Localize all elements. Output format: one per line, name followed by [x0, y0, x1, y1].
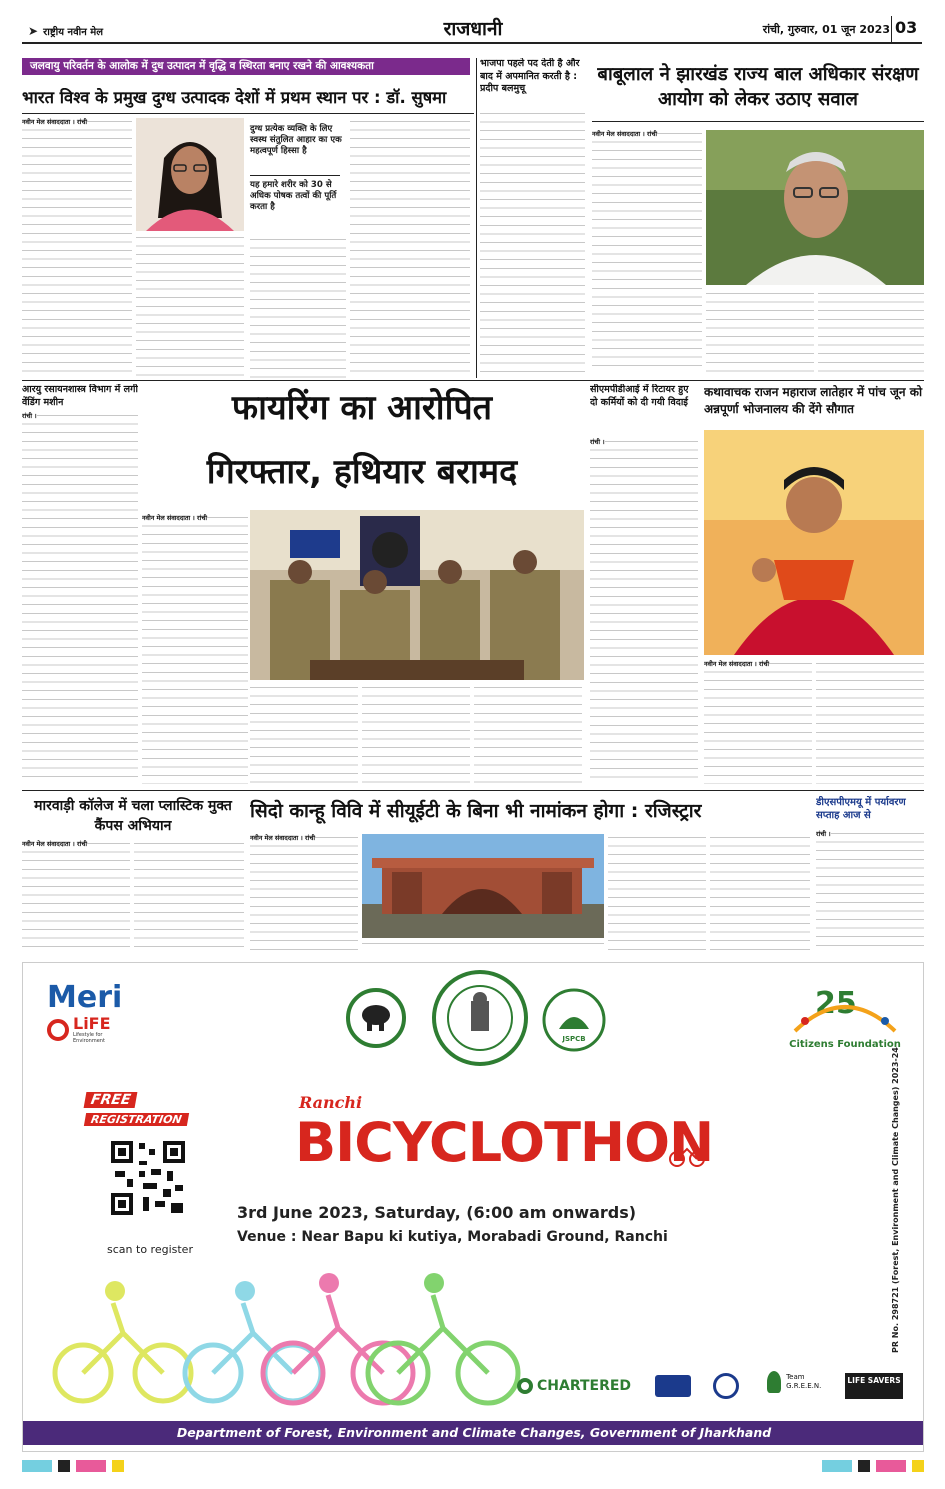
firing-col1	[142, 514, 248, 784]
ranchi-script: Ranchi	[299, 1093, 363, 1112]
sido-byline: नवीन मेल संवाददाता । रांची	[250, 834, 316, 842]
babulal-headline: बाबूलाल ने झारखंड राज्य बाल अधिकार संरक्षण आयोग को लेकर उठाए सवाल	[597, 64, 919, 110]
green-label: G.R.E.E.N.	[786, 1382, 822, 1390]
svg-text:25: 25	[815, 986, 857, 1021]
marwari-headline: मारवाड़ी कॉलेज में चला प्लास्टिक मुक्त कैंपस अभियान	[34, 798, 232, 834]
elephant-emblem	[341, 985, 411, 1051]
katha-headline: कथावाचक राजन महाराज लातेहार में पांच जून को अन्नपूर्णा भोजनालय की देंगे सौगात	[704, 385, 923, 416]
firing-photo	[250, 510, 584, 680]
free-registration-badge	[85, 1089, 195, 1131]
bicycle-mark-icon	[667, 1143, 707, 1167]
firing-byline: नवीन मेल संवाददाता । रांची	[142, 514, 208, 522]
cmpdi-headline: सीएमपीडीआई में रिटायर हुए दो कर्मियों को दी गयी विदाई	[590, 384, 689, 408]
citizens-foundation-icon	[785, 973, 905, 1035]
life-savers-logo: LIFE SAVERS	[845, 1373, 903, 1399]
seal-icon	[431, 969, 529, 1067]
sido-photo	[362, 834, 604, 938]
firing-headline-2: गिरफ्तार, हथियार बरामद	[206, 452, 518, 492]
bicyclothon-title: BICYCLOTHON	[295, 1111, 714, 1174]
dspmu-body	[816, 830, 924, 950]
politician-portrait	[706, 130, 924, 285]
dspmu-headline: डीएसपीएमयू में पर्यावरण सप्ताह आज से	[816, 797, 906, 821]
page-number: 03	[895, 18, 918, 37]
lead-byline: नवीन मेल संवाददाता । रांची	[22, 118, 88, 126]
tree-icon	[767, 1371, 781, 1393]
katha-col2	[816, 660, 924, 784]
katha-col1	[704, 660, 812, 784]
vending-headline: आरयु रसायनशास्त्र विभाग में लगी वेंडिंग मशीन	[22, 384, 138, 408]
cmpdi-body	[590, 438, 698, 784]
citizens-foundation-logo	[785, 973, 905, 1063]
katha-photo	[704, 430, 924, 655]
team-label: Team	[786, 1373, 805, 1381]
bird-icon: ➤	[28, 24, 39, 38]
sido-col3	[608, 834, 706, 950]
col-divider-lead	[476, 58, 477, 378]
balmuchu-body	[480, 110, 585, 378]
team-green-logo	[767, 1371, 837, 1401]
chartered-logo	[517, 1375, 647, 1397]
babulal-col2	[706, 290, 814, 372]
preacher-portrait	[704, 430, 924, 655]
babulal-col1	[592, 130, 702, 370]
chartered-c-icon	[517, 1378, 533, 1394]
header-divider	[891, 16, 892, 42]
jharkhand-govt-seal	[431, 969, 529, 1067]
life-tagline: Lifestyle for Environment	[73, 1032, 105, 1044]
jspcb-icon	[539, 985, 609, 1055]
babulal-col3	[818, 290, 924, 372]
woman-portrait	[136, 118, 244, 231]
event-venue: Venue : Near Bapu ki kutiya, Morabadi Ground, Ranchi	[237, 1229, 668, 1245]
citizens-foundation-text: Citizens Foundation	[789, 1039, 901, 1050]
elephant-icon	[341, 985, 411, 1051]
babulal-byline: नवीन मेल संवाददाता । रांची	[592, 130, 658, 138]
marwari-col1	[22, 840, 130, 950]
sido-col1	[250, 834, 358, 950]
ad-footer: Department of Forest, Environment and Climate Changes, Government of Jharkhand	[23, 1421, 924, 1445]
header-rule	[22, 42, 922, 44]
registration-label: REGISTRATION	[84, 1113, 189, 1126]
sido-col2	[362, 940, 604, 950]
jspcb-logo	[539, 985, 609, 1055]
firing-headline-1: फायरिंग का आरोपित	[231, 388, 493, 428]
qr-code[interactable]	[109, 1139, 187, 1217]
bicyclothon-ad	[22, 962, 924, 1452]
firing-col4	[474, 684, 582, 784]
marwari-col2	[134, 840, 244, 950]
vending-body	[22, 412, 138, 784]
sido-headline: सिदो कान्हू विवि में सीयूईटी के बिना भी नामांकन होगा : रजिस्ट्रार	[250, 800, 702, 822]
lead-quote-1: दुग्ध प्रत्येक व्यक्ति के लिए स्वस्थ संतुलित आहार का एक महत्वपूर्ण हिस्सा है	[250, 124, 342, 156]
icc-logo-icon	[713, 1373, 739, 1399]
row2-rule	[22, 790, 924, 791]
qr-code-icon	[109, 1139, 187, 1217]
lead-col2	[136, 234, 244, 378]
quote-divider	[250, 175, 340, 176]
balmuchu-headline: भाजपा पहले पद देती है और बाद में अपमानित करती है : प्रदीप बलमुचू	[480, 58, 580, 94]
bottom-color-bar	[22, 1460, 924, 1472]
scan-label: scan to register	[107, 1243, 193, 1256]
katha-byline: नवीन मेल संवाददाता । रांची	[704, 660, 770, 668]
babulal-rule	[592, 121, 924, 122]
lead-banner: जलवायु परिवर्तन के आलोक में दुध उत्पादन में वृद्धि व स्थिरता बनाए रखने की आवश्यकता	[22, 58, 470, 75]
vending-byline: रांची ।	[22, 412, 37, 420]
life-text: LiFE	[73, 1014, 111, 1033]
masthead	[28, 20, 178, 36]
police-press-photo	[250, 510, 584, 680]
firing-col3	[362, 684, 470, 784]
firing-col2	[250, 684, 358, 784]
pr-number: PR No. 298721 (Forest, Environment and Climate Changes) 2023-24	[891, 1047, 900, 1353]
cmpdi-byline: रांची ।	[590, 438, 605, 446]
masthead-text: राष्ट्रीय नवीन मेल	[43, 27, 104, 38]
lead-col1	[22, 118, 132, 378]
marwari-byline: नवीन मेल संवाददाता । रांची	[22, 840, 88, 848]
sido-col4	[710, 834, 810, 950]
dspmu-byline: रांची ।	[816, 830, 831, 838]
dateline: रांची, गुरुवार, 01 जून 2023	[762, 23, 890, 36]
chartered-text: CHARTERED	[537, 1378, 632, 1394]
bir-logo-icon	[655, 1375, 691, 1397]
lead-col4	[350, 118, 470, 378]
university-gate-photo	[362, 834, 604, 938]
babulal-photo	[706, 130, 924, 285]
free-label: FREE	[84, 1092, 138, 1108]
sun-hands-icon	[47, 1019, 69, 1041]
event-date: 3rd June 2023, Saturday, (6:00 am onwards)	[237, 1203, 637, 1222]
row1-rule	[22, 380, 924, 381]
meri-text: Meri	[47, 980, 123, 1015]
lead-headline: भारत विश्व के प्रमुख दुग्ध उत्पादक देशों में प्रथम स्थान पर : डॉ. सुषमा	[22, 88, 447, 107]
lead-photo	[136, 118, 244, 231]
lead-quote-2: यह हमारे शरीर को 30 से अधिक पोषक तत्वों की पूर्ति करता है	[250, 180, 337, 212]
section-title: राजधानी	[443, 18, 503, 40]
lead-col3	[250, 236, 346, 378]
meri-life-logo	[47, 981, 157, 1061]
jspcb-label: JSPCB	[562, 1035, 586, 1043]
lead-headline-rule	[22, 113, 474, 114]
